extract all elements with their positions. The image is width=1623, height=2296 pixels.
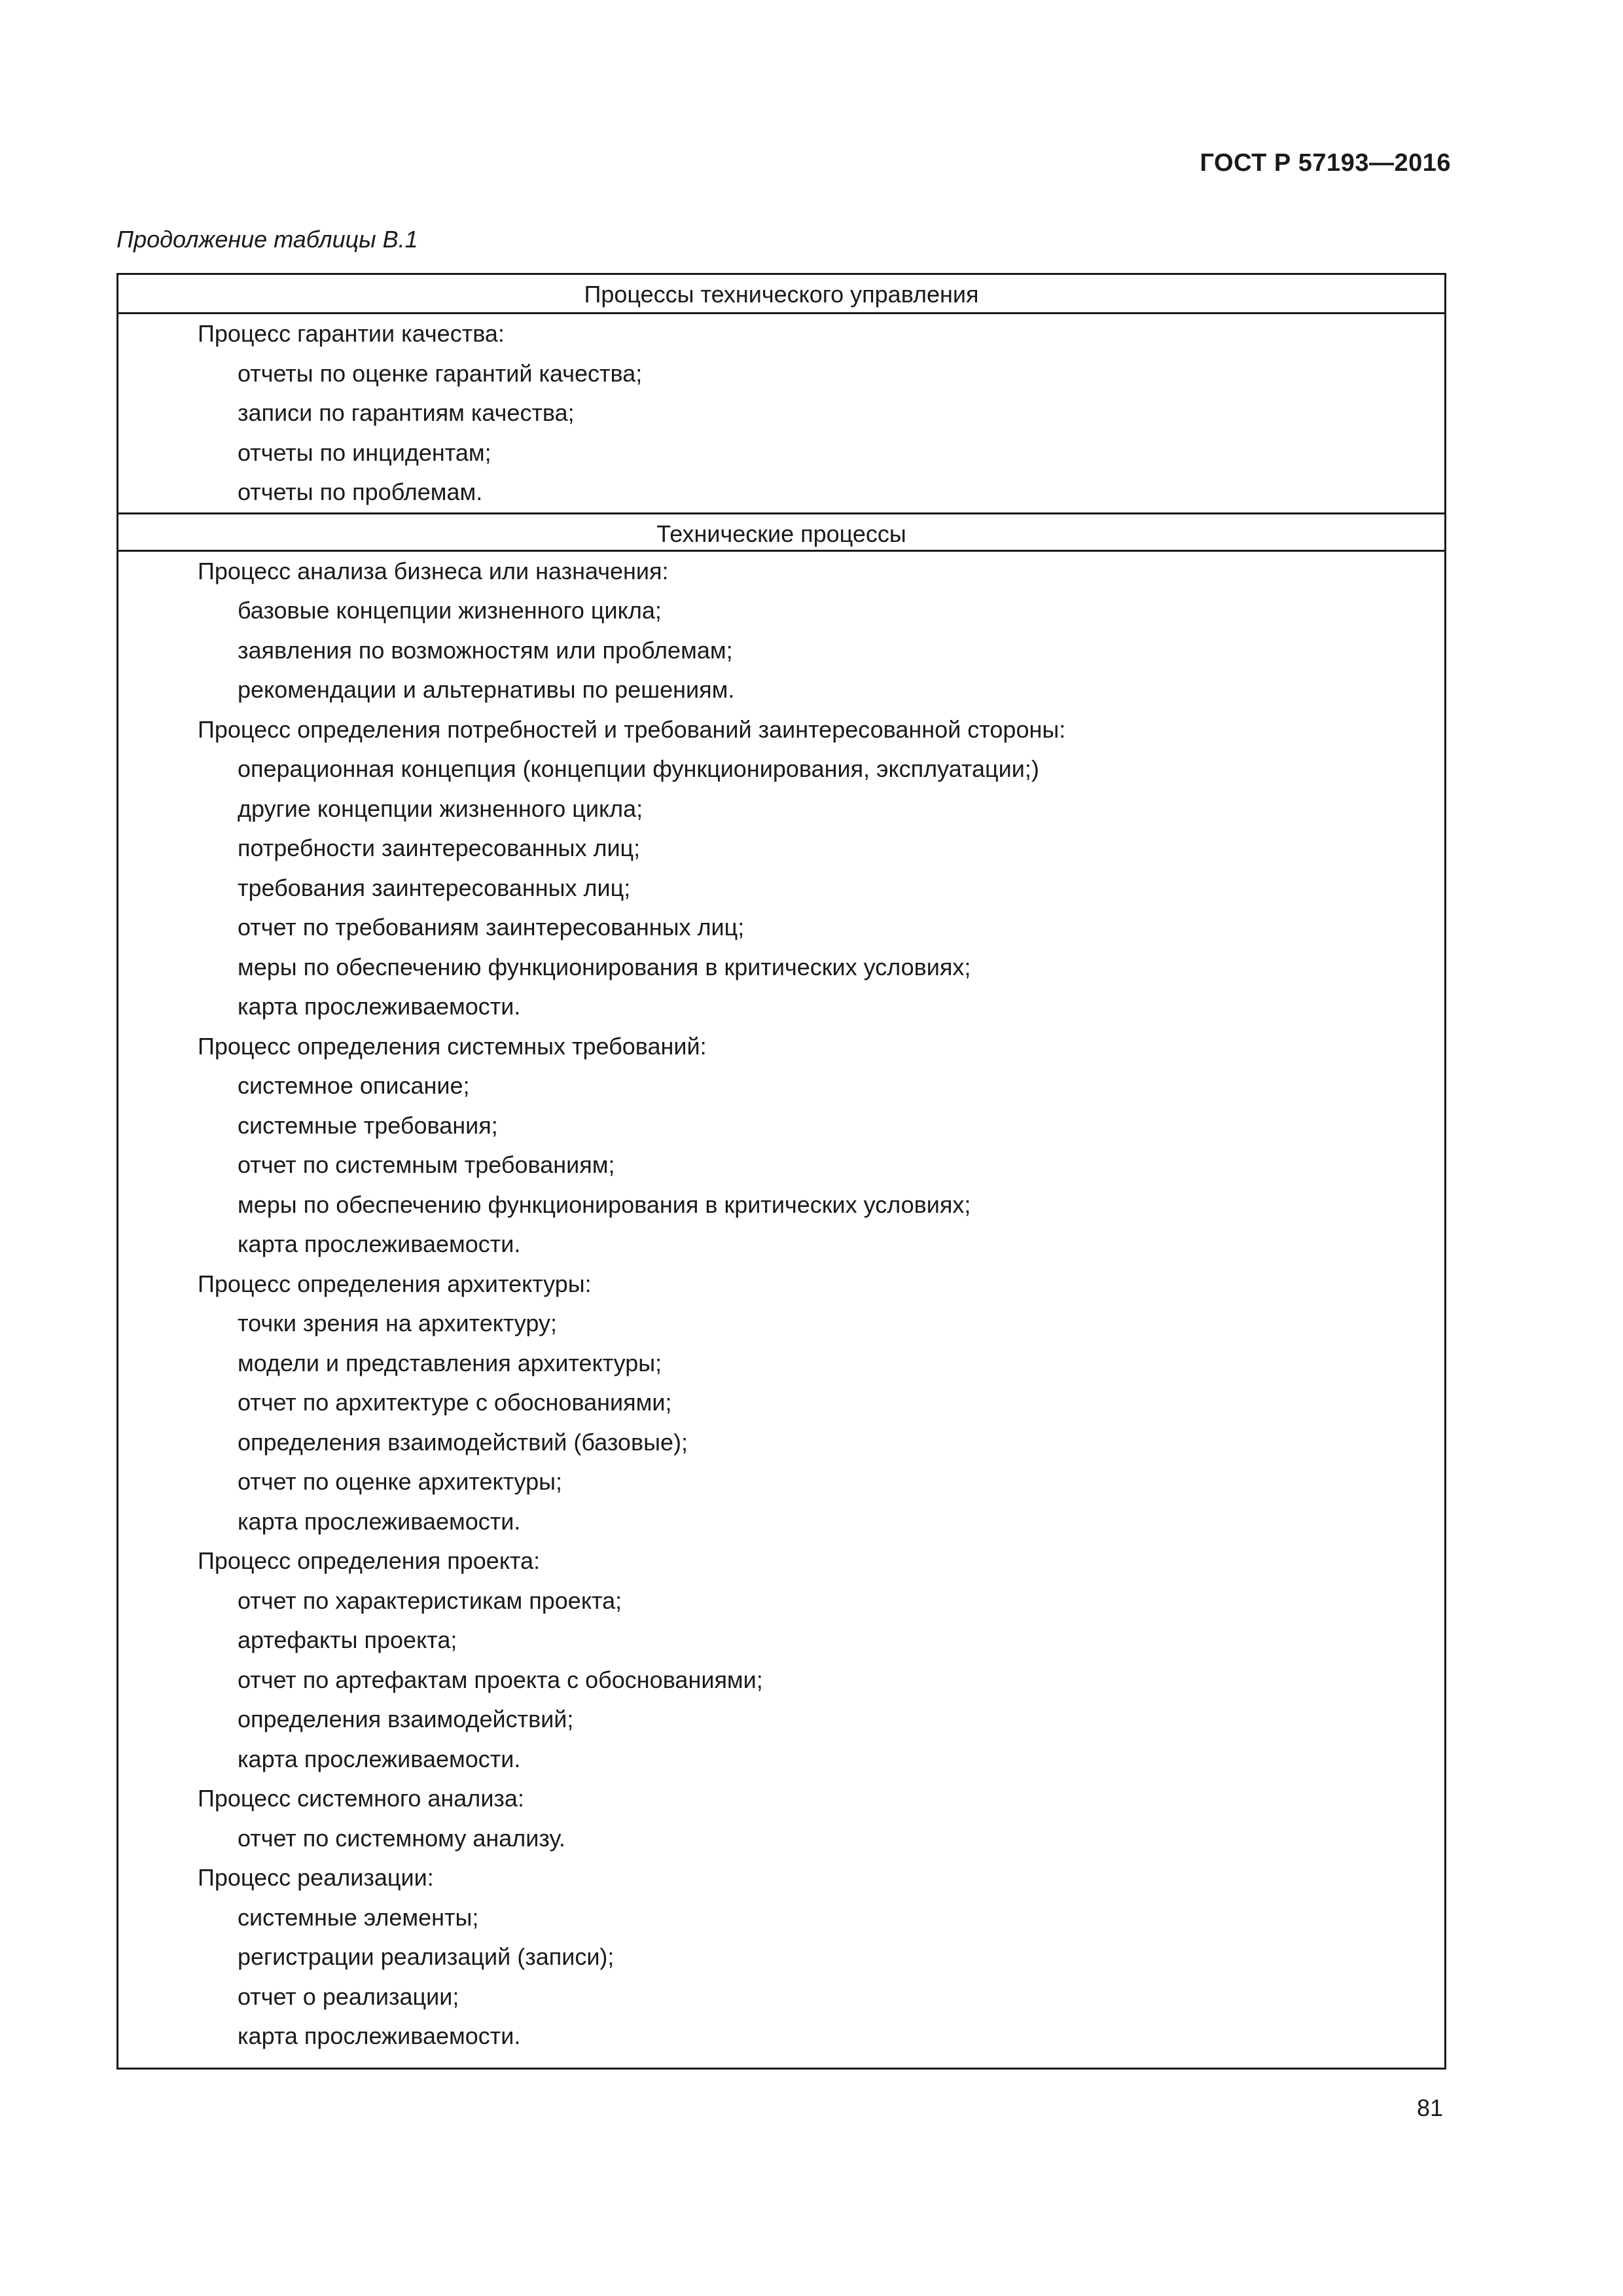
table-process-item: карта прослеживаемости. <box>238 1230 521 1257</box>
table-process-item: артефакты проекта; <box>238 1626 457 1653</box>
table-process-item: отчет по системным требованиям; <box>238 1151 615 1178</box>
table-process-item: карта прослеживаемости. <box>238 2022 521 2049</box>
table-process-item: карта прослеживаемости. <box>238 993 521 1020</box>
table-process-item: отчет по артефактам проекта с обоснованиями; <box>238 1666 763 1693</box>
table-process-group: Процесс реализации: <box>198 1864 434 1891</box>
table-process-item: точки зрения на архитектуру; <box>238 1310 557 1336</box>
table-process-item: отчет по системному анализу. <box>238 1824 565 1852</box>
table-process-item: отчеты по проблемам. <box>238 478 483 505</box>
table-process-item: рекомендации и альтернативы по решениям. <box>238 676 735 703</box>
table-process-item: другие концепции жизненного цикла; <box>238 795 643 822</box>
processes-table <box>116 273 1446 2070</box>
table-process-item: отчет по требованиям заинтересованных лиц; <box>238 914 745 941</box>
table-process-item: записи по гарантиям качества; <box>238 399 575 426</box>
document-standard-header: ГОСТ Р 57193—2016 <box>1200 149 1451 177</box>
table-process-item: модели и представления архитектуры; <box>238 1349 662 1376</box>
table-caption: Продолжение таблицы В.1 <box>116 226 418 253</box>
page-number: 81 <box>1416 2094 1443 2121</box>
table-process-item: требования заинтересованных лиц; <box>238 874 631 901</box>
table-process-item: системное описание; <box>238 1072 470 1099</box>
table-process-group: Процесс определения архитектуры: <box>198 1270 592 1297</box>
table-process-group: Процесс анализа бизнеса или назначения: <box>198 557 669 584</box>
table-process-item: отчеты по оценке гарантий качества; <box>238 359 643 387</box>
table-process-item: определения взаимодействий; <box>238 1706 574 1732</box>
table-process-item: отчет по архитектуре с обоснованиями; <box>238 1389 672 1416</box>
table-process-item: карта прослеживаемости. <box>238 1507 521 1535</box>
table-process-item: меры по обеспечению функционирования в критических условиях; <box>238 1191 971 1218</box>
table-process-item: системные элементы; <box>238 1903 479 1931</box>
table-section-header: Технические процессы <box>118 512 1444 552</box>
table-process-item: карта прослеживаемости. <box>238 1745 521 1772</box>
table-process-item: регистрации реализаций (записи); <box>238 1943 615 1970</box>
table-process-item: операционная концепция (концепции функционирования, эксплуатации;) <box>238 755 1039 782</box>
table-process-group: Процесс системного анализа: <box>198 1785 524 1812</box>
table-process-item: базовые концепции жизненного цикла; <box>238 597 662 624</box>
table-process-item: отчет по оценке архитектуры; <box>238 1468 563 1495</box>
table-process-item: заявления по возможностям или проблемам; <box>238 636 733 664</box>
table-process-item: определения взаимодействий (базовые); <box>238 1428 688 1456</box>
table-section-header: Процессы технического управления <box>118 275 1444 314</box>
table-process-group: Процесс определения потребностей и требований заинтересованной стороны: <box>198 715 1066 743</box>
table-process-group: Процесс определения проекта: <box>198 1547 541 1574</box>
table-process-item: отчеты по инцидентам; <box>238 439 491 466</box>
table-process-item: меры по обеспечению функционирования в критических условиях; <box>238 953 971 980</box>
table-process-group: Процесс гарантии качества: <box>198 320 505 347</box>
table-process-item: системные требования; <box>238 1111 498 1139</box>
table-process-item: потребности заинтересованных лиц; <box>238 834 641 861</box>
table-process-item: отчет по характеристикам проекта; <box>238 1587 622 1614</box>
table-process-group: Процесс определения системных требований: <box>198 1032 707 1060</box>
table-process-item: отчет о реализации; <box>238 1982 459 2010</box>
